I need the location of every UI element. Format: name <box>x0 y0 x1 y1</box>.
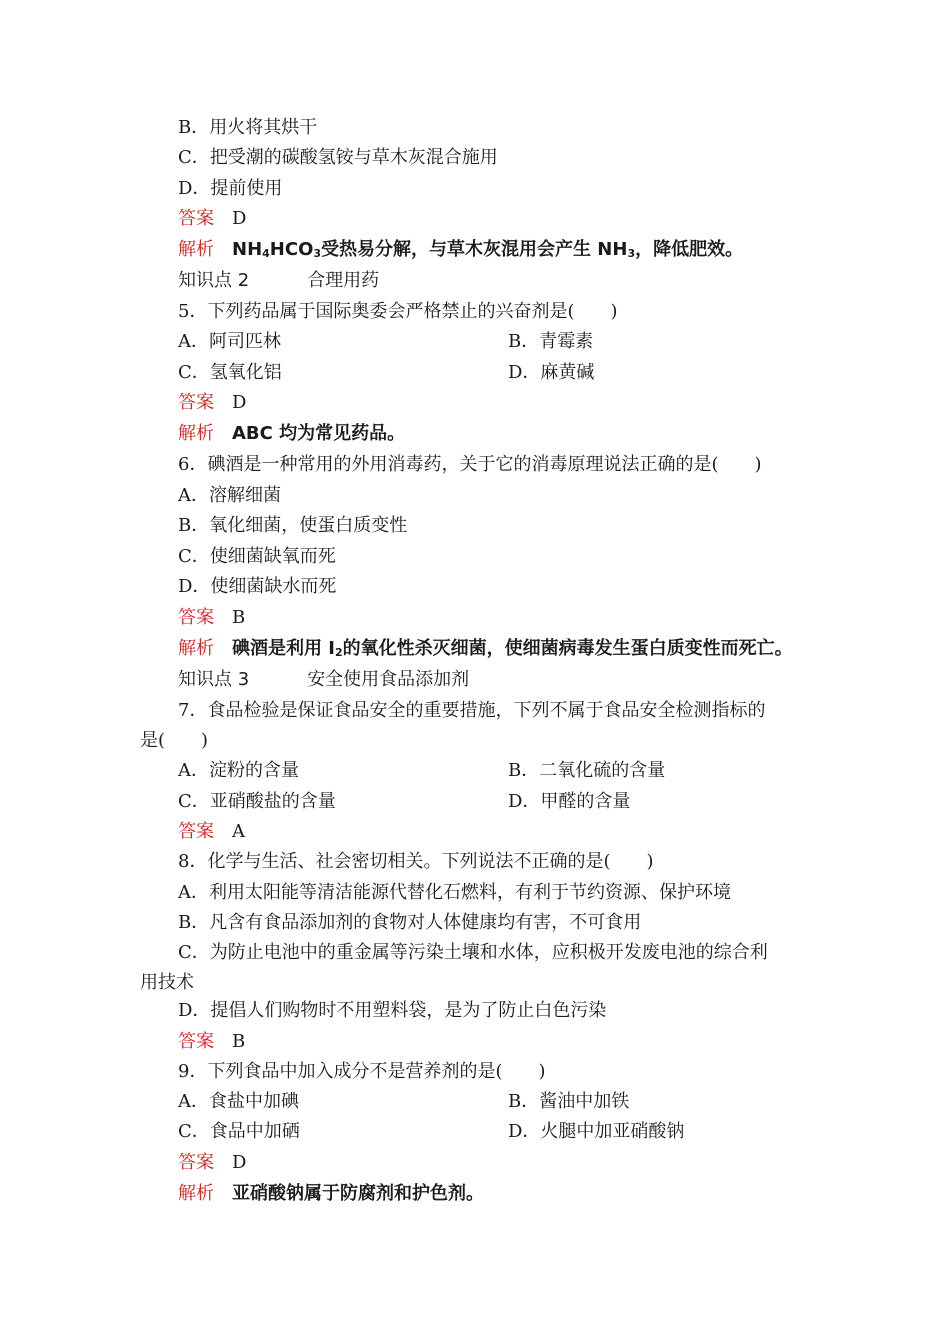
q5-options-row-1 <box>178 331 594 355</box>
q6-analysis <box>178 638 793 662</box>
q5-option-c: C．氢氧化铝 <box>178 362 282 383</box>
q8-option-a: A．利用太阳能等清洁能源代替化石燃料，有利于节约资源、保护环境 <box>178 882 731 903</box>
analysis-text: $NH_4HCO_3$受热易分解，与草木灰混用会产生 $NH_3$，降低肥效。 <box>232 239 744 260</box>
q4-option-d: D．提前使用 <box>178 178 283 199</box>
answer-label: 答案 <box>178 821 214 842</box>
q9-options-row-2 <box>178 1121 685 1145</box>
q8-option-b: B．凡含有食品添加剂的食物对人体健康均有害，不可食用 <box>178 912 642 933</box>
q9-answer <box>178 1152 246 1176</box>
q5-answer <box>178 392 246 416</box>
q8-answer <box>178 1031 245 1055</box>
answer-label: 答案 <box>178 1031 214 1052</box>
answer-value: B <box>232 1031 246 1052</box>
q7-option-c: C．亚硝酸盐的含量 <box>178 791 336 812</box>
q6-option-c: C．使细菌缺氧而死 <box>178 546 336 567</box>
answer-value: D <box>232 392 247 413</box>
answer-label: 答案 <box>178 607 214 628</box>
analysis-label: 解析 <box>178 423 214 444</box>
answer-value: B <box>232 607 246 628</box>
analysis-text: ABC 均为常见药品。 <box>232 423 406 444</box>
q7-stem-line-1: 7．食品检验是保证食品安全的重要措施，下列不属于食品安全检测指标的 <box>178 700 766 721</box>
q7-stem-line-2: 是( ) <box>140 730 209 751</box>
knowledge-point-title: 安全使用食品添加剂 <box>307 669 470 690</box>
q6-stem: 6．碘酒是一种常用的外用消毒药，关于它的消毒原理说法正确的是( ) <box>178 454 762 475</box>
q4-answer <box>178 208 246 232</box>
q7-options-row-1 <box>178 760 666 784</box>
q7-option-d: D．甲醛的含量 <box>508 791 631 812</box>
answer-value: A <box>232 821 245 842</box>
analysis-text: 碘酒是利用 $I_2$的氧化性杀灭细菌，使细菌病毒发生蛋白质变性而死亡。 <box>232 638 793 659</box>
answer-label: 答案 <box>178 392 214 413</box>
q5-stem: 5．下列药品属于国际奥委会严格禁止的兴奋剂是( ) <box>178 301 618 322</box>
q7-option-a: A．淀粉的含量 <box>178 760 299 781</box>
q8-option-d: D．提倡人们购物时不用塑料袋，是为了防止白色污染 <box>178 1000 607 1021</box>
q5-analysis <box>178 423 405 447</box>
analysis-text: 亚硝酸钠属于防腐剂和护色剂。 <box>232 1183 484 1204</box>
q6-option-d: D．使细菌缺水而死 <box>178 576 337 597</box>
q8-option-c-line-2: 用技术 <box>140 972 194 993</box>
q8-stem: 8．化学与生活、社会密切相关。下列说法不正确的是( ) <box>178 851 654 872</box>
knowledge-point-3 <box>178 669 469 693</box>
q9-option-d: D．火腿中加亚硝酸钠 <box>508 1121 685 1142</box>
q7-answer <box>178 821 245 845</box>
answer-value: D <box>232 208 247 229</box>
q6-option-a: A．溶解细菌 <box>178 485 281 506</box>
answer-value: D <box>232 1152 247 1173</box>
q5-option-d: D．麻黄碱 <box>508 362 595 383</box>
knowledge-point-label: 知识点 2 <box>178 270 250 291</box>
knowledge-point-label: 知识点 3 <box>178 669 250 690</box>
q9-stem: 9．下列食品中加入成分不是营养剂的是( ) <box>178 1061 546 1082</box>
q4-option-b: B．用火将其烘干 <box>178 117 318 138</box>
analysis-label: 解析 <box>178 239 214 260</box>
q8-option-c-line-1: C．为防止电池中的重金属等污染土壤和水体，应积极开发废电池的综合利 <box>178 942 768 963</box>
q5-option-a: A．阿司匹林 <box>178 331 281 352</box>
q7-option-b: B．二氧化硫的含量 <box>508 760 666 781</box>
q4-analysis <box>178 239 743 263</box>
q9-option-b: B．酱油中加铁 <box>508 1091 630 1112</box>
q5-option-b: B．青霉素 <box>508 331 594 352</box>
q5-options-row-2 <box>178 362 595 386</box>
q9-options-row-1 <box>178 1091 630 1115</box>
q7-options-row-2 <box>178 791 631 815</box>
q6-answer <box>178 607 245 631</box>
q4-option-c: C．把受潮的碳酸氢铵与草木灰混合施用 <box>178 147 498 168</box>
knowledge-point-title: 合理用药 <box>307 270 380 291</box>
q6-option-b: B．氧化细菌，使蛋白质变性 <box>178 515 408 536</box>
q9-option-a: A．食盐中加碘 <box>178 1091 299 1112</box>
q9-option-c: C．食品中加硒 <box>178 1121 300 1142</box>
q9-analysis <box>178 1183 484 1207</box>
analysis-label: 解析 <box>178 638 214 659</box>
analysis-label: 解析 <box>178 1183 214 1204</box>
knowledge-point-2 <box>178 270 379 294</box>
answer-label: 答案 <box>178 1152 214 1173</box>
answer-label: 答案 <box>178 208 214 229</box>
